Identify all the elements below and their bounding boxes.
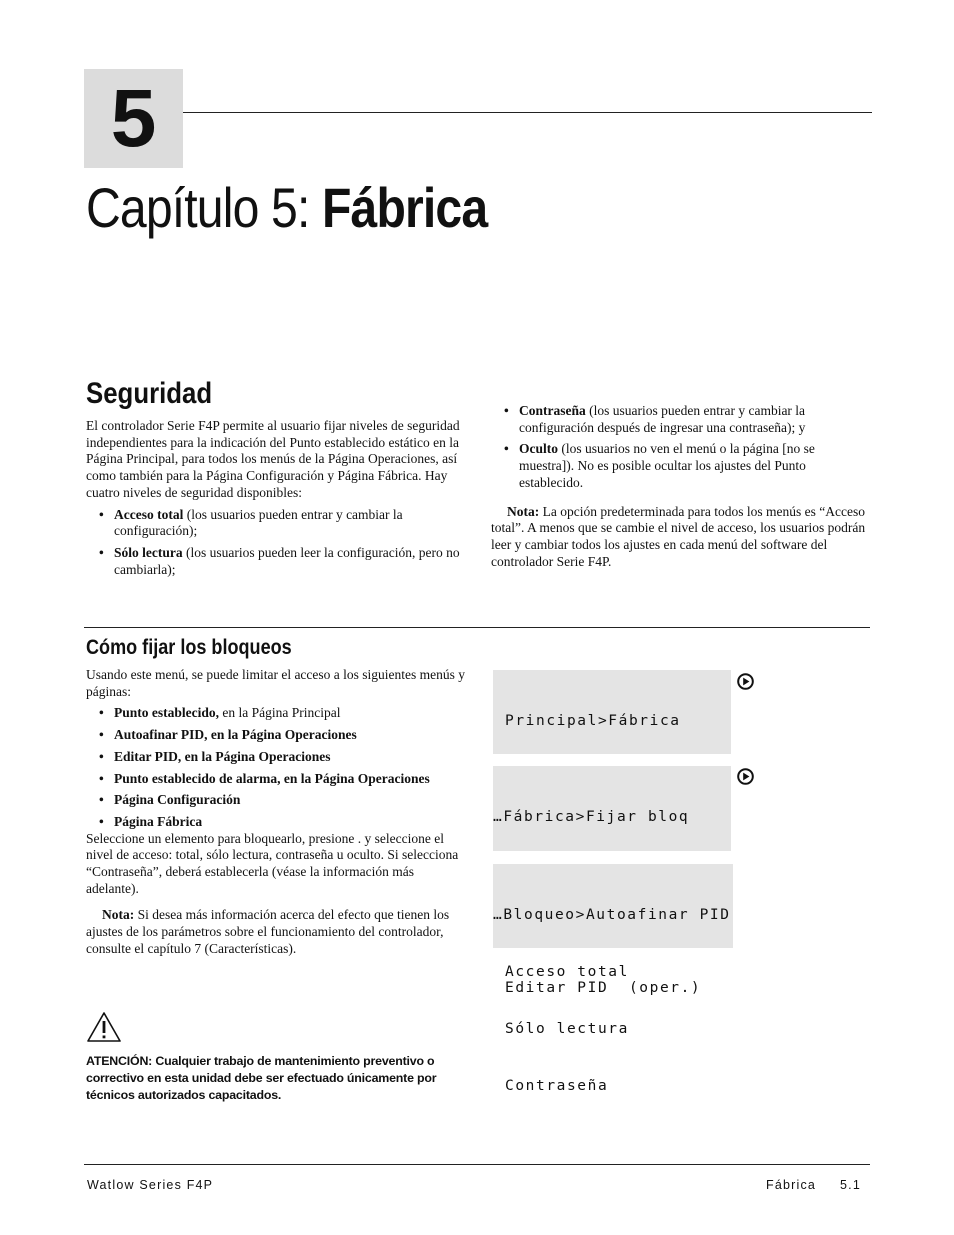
lockable-items-list bbox=[86, 705, 466, 830]
lcd-line: Contraseña bbox=[505, 1078, 609, 1094]
seguridad-intro: El controlador Serie F4P permite al usuario fijar niveles de seguridad independientes para la indicación del Punto establecido estático en la Página Principal, para todos los menús de la Página Operaciones, así como también para la Página Configuración y Página Fábrica. Hay cuatro niveles de seguridad disponibles: bbox=[86, 418, 460, 500]
seguridad-right-column bbox=[491, 403, 867, 570]
lcd-line: Sólo lectura bbox=[505, 1021, 629, 1037]
header-rule bbox=[183, 112, 872, 113]
list-item: • Acceso total (los usuarios pueden entrar y cambiar la configuración); bbox=[99, 506, 403, 539]
lcd-line: Principal>Fábrica bbox=[505, 713, 681, 729]
list-item: • Página Fábrica bbox=[99, 813, 203, 829]
warning-text: ATENCIÓN: Cualquier trabajo de mantenimiento preventivo o correctivo en esta unidad debe ser efectuado únicamente por técnicos autorizados capacitados. bbox=[86, 1054, 437, 1102]
footer-product: Watlow Series F4P bbox=[87, 1178, 214, 1192]
list-item: • Autoafinar PID, en la Página Operaciones bbox=[99, 727, 357, 743]
list-item: • Sólo lectura (los usuarios pueden leer la configuración, pero no cambiarla); bbox=[99, 544, 460, 577]
lcd-line: …Fábrica>Fijar bloq bbox=[493, 809, 690, 825]
footer-rule bbox=[84, 1164, 870, 1165]
list-item: • Punto establecido, en la Página Principal bbox=[99, 705, 341, 721]
footer-section: Fábrica bbox=[766, 1178, 817, 1192]
list-item: • Oculto (los usuarios no ven el menú o la página [no se muestra]). No es posible ocultar los ajustes del Punto establecido. bbox=[504, 441, 815, 490]
security-levels-list-a bbox=[86, 507, 466, 579]
right-arrow-circle-icon bbox=[737, 768, 754, 785]
lcd-line: …Bloqueo>Autoafinar PID bbox=[493, 907, 731, 923]
list-item: • Editar PID, en la Página Operaciones bbox=[99, 748, 331, 764]
section-heading-seguridad: Seguridad bbox=[86, 377, 213, 410]
lcd-line: Editar PID (oper.) bbox=[505, 980, 702, 996]
lcd-line: Acceso total bbox=[505, 964, 629, 980]
right-arrow-circle-icon bbox=[737, 673, 754, 690]
bloqueos-left-column bbox=[86, 667, 466, 958]
footer-page-number: 5.1 bbox=[840, 1178, 861, 1192]
seguridad-note: Nota: La opción predeterminada para todos los menús es “Acceso total”. A menos que se cambie el nivel de acceso, los usuarios podrán leer y cambiar todos los ajustes en cada menú del software del controlador Serie F4P. bbox=[491, 503, 866, 569]
warning-triangle-icon bbox=[86, 1011, 122, 1043]
list-item: • Punto establecido de alarma, en la Página Operaciones bbox=[99, 770, 430, 786]
chapter-number-box bbox=[84, 69, 183, 168]
list-item: • Página Configuración bbox=[99, 792, 241, 808]
chapter-title bbox=[86, 170, 487, 246]
section-rule bbox=[84, 627, 870, 628]
chapter-title-bold: Fábrica bbox=[321, 176, 488, 239]
list-item: • Contraseña (los usuarios pueden entrar y cambiar la configuración después de ingresar una contraseña); y bbox=[504, 403, 806, 435]
bloqueos-intro: Usando este menú, se puede limitar el acceso a los siguientes menús y páginas: bbox=[86, 667, 466, 699]
lcd-screen-main-factory bbox=[493, 670, 731, 754]
chapter-title-prefix: Capítulo 5: bbox=[86, 176, 322, 239]
bloqueos-instructions: Seleccione un elemento para bloquearlo, presione . y seleccione el nivel de acceso: total, sólo lectura, contraseña u oculto. Si selecciona “Contraseña”, deberá establecerla (véase la información más adelante). bbox=[86, 830, 459, 896]
security-levels-list-b bbox=[491, 403, 867, 492]
bloqueos-note: Nota: Si desea más información acerca del efecto que tienen los ajustes de los parámetros sobre el funcionamiento del controlador, consulte el capítulo 7 (Características). bbox=[86, 907, 450, 956]
chapter-number: 5 bbox=[110, 72, 157, 164]
section-heading-bloqueos: Cómo fijar los bloqueos bbox=[86, 636, 292, 659]
seguridad-left-column bbox=[86, 418, 466, 578]
